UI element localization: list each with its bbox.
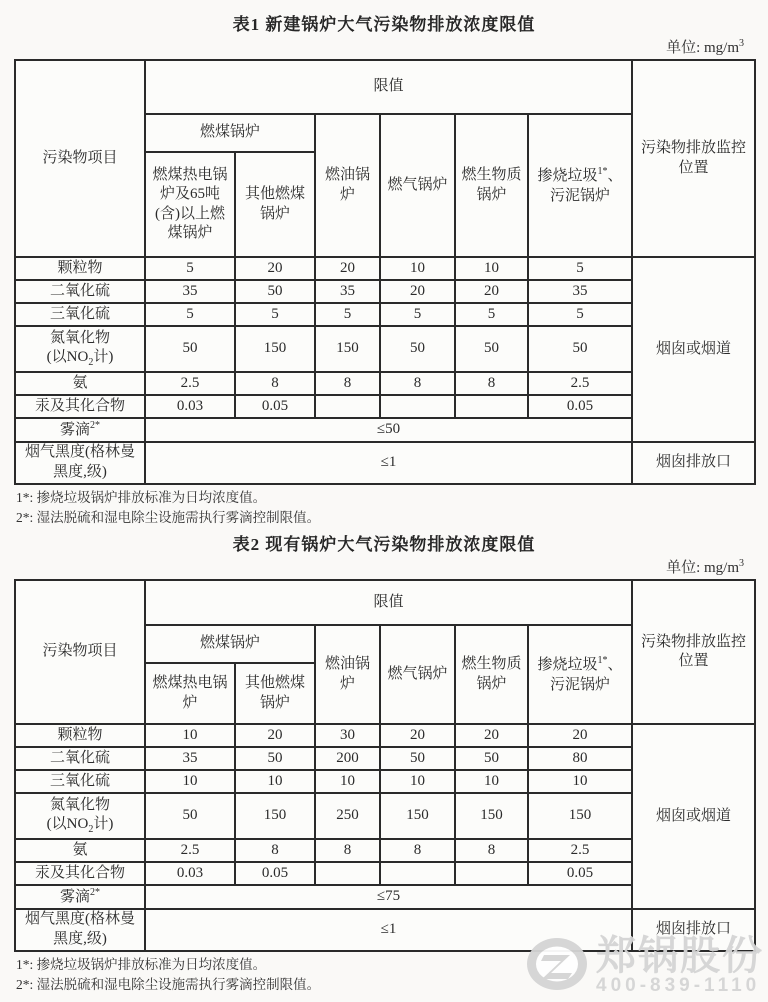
value-cell: 0.03 (145, 395, 235, 418)
value-cell (315, 395, 380, 418)
value-cell: 50 (455, 747, 528, 770)
value-cell: 5 (380, 303, 455, 326)
table1-title: 表1 新建锅炉大气污染物排放浓度限值 (232, 15, 536, 34)
footnote-2: 2*: 湿法脱硫和湿电除尘设施需执行雾滴控制限值。 (16, 976, 321, 992)
row-label: 颗粒物 (15, 257, 145, 280)
value-cell: 2.5 (528, 372, 632, 395)
value-cell: 50 (455, 326, 528, 372)
table1-unit (14, 36, 754, 57)
value-cell: 50 (380, 326, 455, 372)
value-cell: 0.05 (235, 395, 315, 418)
value-cell: 50 (145, 793, 235, 839)
value-cell: 8 (235, 372, 315, 395)
header-waste-sludge-boiler: 掺烧垃圾$^{1*}$、污泥锅炉 (528, 114, 632, 257)
value-cell: 8 (455, 839, 528, 862)
value-cell: 10 (235, 770, 315, 793)
table2-title: 表2 现有锅炉大气污染物排放浓度限值 (232, 535, 536, 554)
header-gas-boiler: 燃气锅炉 (380, 114, 455, 257)
row-label: 三氧化硫 (15, 303, 145, 326)
row-particulates (15, 257, 755, 280)
value-cell: 8 (380, 839, 455, 862)
value-cell: 2.5 (528, 839, 632, 862)
value-cell: 10 (455, 770, 528, 793)
row-label: 二氧化硫 (15, 747, 145, 770)
unit-superscript: 3 (739, 558, 744, 569)
table2-existing-boiler-limits (14, 579, 756, 952)
unit-superscript: 3 (739, 38, 744, 49)
value-cell: 5 (315, 303, 380, 326)
value-cell: 30 (315, 724, 380, 747)
row-label: 氮氧化物 (以$NO_2$计) (15, 793, 145, 839)
header-coal-boiler: 燃煤锅炉 (145, 625, 315, 663)
footnote-1: 1*: 掺烧垃圾锅炉排放标准为日均浓度值。 (16, 956, 267, 972)
value-cell: 5 (145, 257, 235, 280)
value-cell: 50 (235, 747, 315, 770)
value-cell: 10 (315, 770, 380, 793)
value-cell: 5 (455, 303, 528, 326)
footnote-2: 2*: 湿法脱硫和湿电除尘设施需执行雾滴控制限值。 (16, 509, 321, 525)
row-label: 烟气黑度(格林曼黑度,级) (15, 442, 145, 484)
value-cell: 80 (528, 747, 632, 770)
header-oil-boiler: 燃油锅炉 (315, 625, 380, 724)
value-cell: 35 (315, 280, 380, 303)
table-row (15, 60, 755, 114)
watermark-company-name: 郑锅股份 (596, 934, 764, 979)
value-cell: 5 (528, 303, 632, 326)
unit-value: mg/m (703, 560, 739, 576)
header-biomass-boiler: 燃生物质锅炉 (455, 114, 528, 257)
value-cell (455, 862, 528, 885)
value-cell: 35 (145, 747, 235, 770)
header-pollutant-item: 污染物项目 (15, 60, 145, 257)
value-cell-span: ≤75 (145, 885, 632, 909)
value-cell: 50 (528, 326, 632, 372)
header-oil-boiler: 燃油锅炉 (315, 114, 380, 257)
value-cell: 200 (315, 747, 380, 770)
value-cell-span: ≤1 (145, 909, 632, 951)
value-cell: 8 (315, 839, 380, 862)
monitoring-stack-outlet: 烟囱排放口 (632, 442, 755, 484)
unit-value: mg/m (703, 40, 739, 56)
row-blackness (15, 909, 755, 951)
value-cell: 20 (235, 724, 315, 747)
value-cell: 150 (235, 326, 315, 372)
value-cell: 35 (528, 280, 632, 303)
unit-label: 单位: (666, 560, 701, 576)
row-label: 汞及其化合物 (15, 862, 145, 885)
value-cell: 10 (528, 770, 632, 793)
header-biomass-boiler: 燃生物质锅炉 (455, 625, 528, 724)
value-cell: 0.03 (145, 862, 235, 885)
value-cell: 150 (528, 793, 632, 839)
value-cell: 150 (315, 326, 380, 372)
value-cell: 0.05 (528, 395, 632, 418)
header-coal-thermal-boiler: 燃煤热电锅炉及65吨(含)以上燃煤锅炉 (145, 152, 235, 257)
value-cell: 8 (235, 839, 315, 862)
row-label: 雾滴$^{2*}$ (15, 885, 145, 909)
table1-new-boiler-limits (14, 59, 756, 485)
header-gas-boiler: 燃气锅炉 (380, 625, 455, 724)
table1-footnotes (16, 488, 754, 529)
header-pollutant-item: 污染物项目 (15, 580, 145, 724)
row-particulates (15, 724, 755, 747)
value-cell (455, 395, 528, 418)
value-cell: 20 (528, 724, 632, 747)
header-waste-sludge-boiler: 掺烧垃圾$^{1*}$、污泥锅炉 (528, 625, 632, 724)
table2-unit (14, 556, 754, 577)
value-cell: 10 (145, 724, 235, 747)
monitoring-stack-outlet: 烟囱排放口 (632, 909, 755, 951)
value-cell: 10 (380, 257, 455, 280)
value-cell-span: ≤1 (145, 442, 632, 484)
value-cell: 20 (455, 724, 528, 747)
row-label: 氨 (15, 839, 145, 862)
value-cell: 0.05 (235, 862, 315, 885)
value-cell: 50 (380, 747, 455, 770)
value-cell: 20 (380, 280, 455, 303)
row-label: 汞及其化合物 (15, 395, 145, 418)
value-cell: 8 (315, 372, 380, 395)
value-cell: 50 (235, 280, 315, 303)
value-cell: 20 (380, 724, 455, 747)
header-limit: 限值 (145, 580, 632, 625)
footnote-1: 1*: 掺烧垃圾锅炉排放标准为日均浓度值。 (16, 489, 267, 505)
table2-footnotes (16, 955, 754, 996)
value-cell: 10 (455, 257, 528, 280)
monitoring-stack-or-flue: 烟囱或烟道 (632, 724, 755, 909)
value-cell: 20 (235, 257, 315, 280)
value-cell: 10 (145, 770, 235, 793)
row-blackness (15, 442, 755, 484)
header-coal-thermal-boiler: 燃煤热电锅炉 (145, 663, 235, 724)
header-monitoring-position: 污染物排放监控位置 (632, 580, 755, 724)
watermark-phone-number: 400-839-1110 (596, 975, 761, 997)
row-label: 雾滴$^{2*}$ (15, 418, 145, 442)
value-cell (380, 395, 455, 418)
value-cell: 50 (145, 326, 235, 372)
value-cell: 2.5 (145, 372, 235, 395)
value-cell: 5 (145, 303, 235, 326)
row-label: 氨 (15, 372, 145, 395)
value-cell: 150 (455, 793, 528, 839)
value-cell: 8 (380, 372, 455, 395)
row-label: 三氧化硫 (15, 770, 145, 793)
row-label: 二氧化硫 (15, 280, 145, 303)
value-cell: 8 (455, 372, 528, 395)
value-cell: 150 (380, 793, 455, 839)
row-label: 烟气黑度(格林曼黑度,级) (15, 909, 145, 951)
header-limit: 限值 (145, 60, 632, 114)
value-cell (315, 862, 380, 885)
header-coal-boiler: 燃煤锅炉 (145, 114, 315, 152)
value-cell: 2.5 (145, 839, 235, 862)
value-cell (380, 862, 455, 885)
value-cell: 20 (315, 257, 380, 280)
value-cell: 5 (235, 303, 315, 326)
value-cell-span: ≤50 (145, 418, 632, 442)
value-cell: 20 (455, 280, 528, 303)
value-cell: 250 (315, 793, 380, 839)
row-label: 氮氧化物 (以$NO_2$计) (15, 326, 145, 372)
monitoring-stack-or-flue: 烟囱或烟道 (632, 257, 755, 442)
value-cell: 10 (380, 770, 455, 793)
value-cell: 150 (235, 793, 315, 839)
unit-label: 单位: (666, 40, 701, 56)
value-cell: 35 (145, 280, 235, 303)
value-cell: 5 (528, 257, 632, 280)
table-row (15, 580, 755, 625)
header-other-coal-boiler: 其他燃煤锅炉 (235, 663, 315, 724)
row-label: 颗粒物 (15, 724, 145, 747)
header-monitoring-position: 污染物排放监控位置 (632, 60, 755, 257)
value-cell: 0.05 (528, 862, 632, 885)
header-other-coal-boiler: 其他燃煤锅炉 (235, 152, 315, 257)
